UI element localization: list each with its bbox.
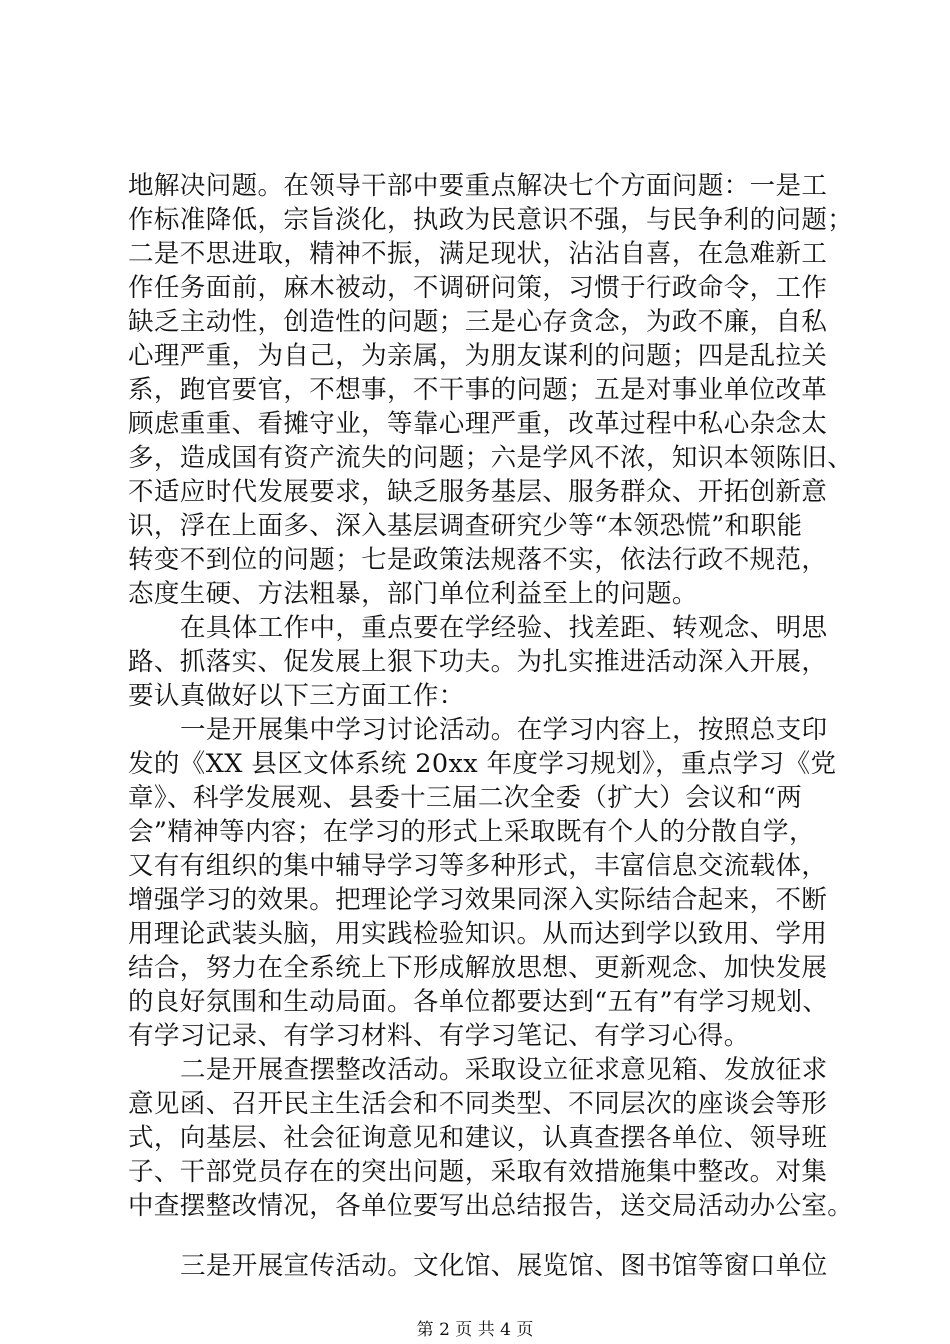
text-line: 章》、科学发展观、县委十三届二次全委（扩大）会议和“两 <box>128 783 803 813</box>
text-line: 多，造成国有资产流失的问题；六是学风不浓，知识本领陈旧、 <box>128 443 854 473</box>
text-line: 式，向基层、社会征询意见和建议，认真查摆各单位、领导班 <box>128 1123 828 1153</box>
text-line: 路、抓落实、促发展上狠下功夫。为扎实推进活动深入开展， <box>128 647 828 677</box>
text-line: 识，浮在上面多、深入基层调查研究少等“本领恐慌”和职能 <box>128 511 803 541</box>
paragraph-start-line: 在具体工作中，重点要在学经验、找差距、转观念、明思 <box>180 613 828 643</box>
text-line: 转变不到位的问题；七是政策法规落不实，依法行政不规范， <box>128 545 828 575</box>
text-line: 意见函、召开民主生活会和不同类型、不同层次的座谈会等形 <box>128 1089 828 1119</box>
text-line: 的良好氛围和生动局面。各单位都要达到“五有”有学习规划、 <box>128 987 829 1017</box>
text-line: 有学习记录、有学习材料、有学习笔记、有学习心得。 <box>128 1021 750 1051</box>
text-line: 又有有组织的集中辅导学习等多种形式，丰富信息交流载体， <box>128 851 828 881</box>
text-line: 增强学习的效果。把理论学习效果同深入实际结合起来，不断 <box>128 885 828 915</box>
paragraph-start-line: 三是开展宣传活动。文化馆、展览馆、图书馆等窗口单位 <box>180 1251 828 1281</box>
text-line: 会”精神等内容；在学习的形式上采取既有个人的分散自学， <box>128 817 815 847</box>
text-line: 发的《XX 县区文体系统 20xx 年度学习规划》，重点学习《党 <box>128 749 837 779</box>
text-line: 心理严重，为自己，为亲属，为朋友谋利的问题；四是乱拉关 <box>128 341 828 371</box>
text-line: 作任务面前，麻木被动，不调研问策，习惯于行政命令，工作 <box>128 273 828 303</box>
page-number-footer: 第 2 页 共 4 页 <box>416 1320 534 1340</box>
text-line: 结合，努力在全系统上下形成解放思想、更新观念、加快发展 <box>128 953 828 983</box>
text-line: 缺乏主动性，创造性的问题；三是心存贪念，为政不廉，自私 <box>128 307 828 337</box>
text-line: 用理论武装头脑，用实践检验知识。从而达到学以致用、学用 <box>128 919 828 949</box>
text-line: 子、干部党员存在的突出问题，采取有效措施集中整改。对集 <box>128 1157 828 1187</box>
paragraph-start-line: 一是开展集中学习讨论活动。在学习内容上，按照总支印 <box>180 715 828 745</box>
text-line: 中查摆整改情况，各单位要写出总结报告，送交局活动办公室。 <box>128 1191 854 1221</box>
text-line: 不适应时代发展要求，缺乏服务基层、服务群众、开拓创新意 <box>128 477 828 507</box>
paragraph-start-line: 二是开展查摆整改活动。采取设立征求意见箱、发放征求 <box>180 1055 828 1085</box>
text-line: 态度生硬、方法粗暴，部门单位利益至上的问题。 <box>128 579 698 609</box>
text-line: 要认真做好以下三方面工作： <box>128 681 465 711</box>
text-line: 作标准降低，宗旨淡化，执政为民意识不强，与民争利的问题； <box>128 205 854 235</box>
text-line: 系，跑官要官，不想事，不干事的问题；五是对事业单位改革 <box>128 375 828 405</box>
text-line: 顾虑重重、看摊守业，等靠心理严重，改革过程中私心杂念太 <box>128 409 828 439</box>
text-line: 二是不思进取，精神不振，满足现状，沾沾自喜，在急难新工 <box>128 239 828 269</box>
text-line: 地解决问题。在领导干部中要重点解决七个方面问题：一是工 <box>128 171 828 201</box>
